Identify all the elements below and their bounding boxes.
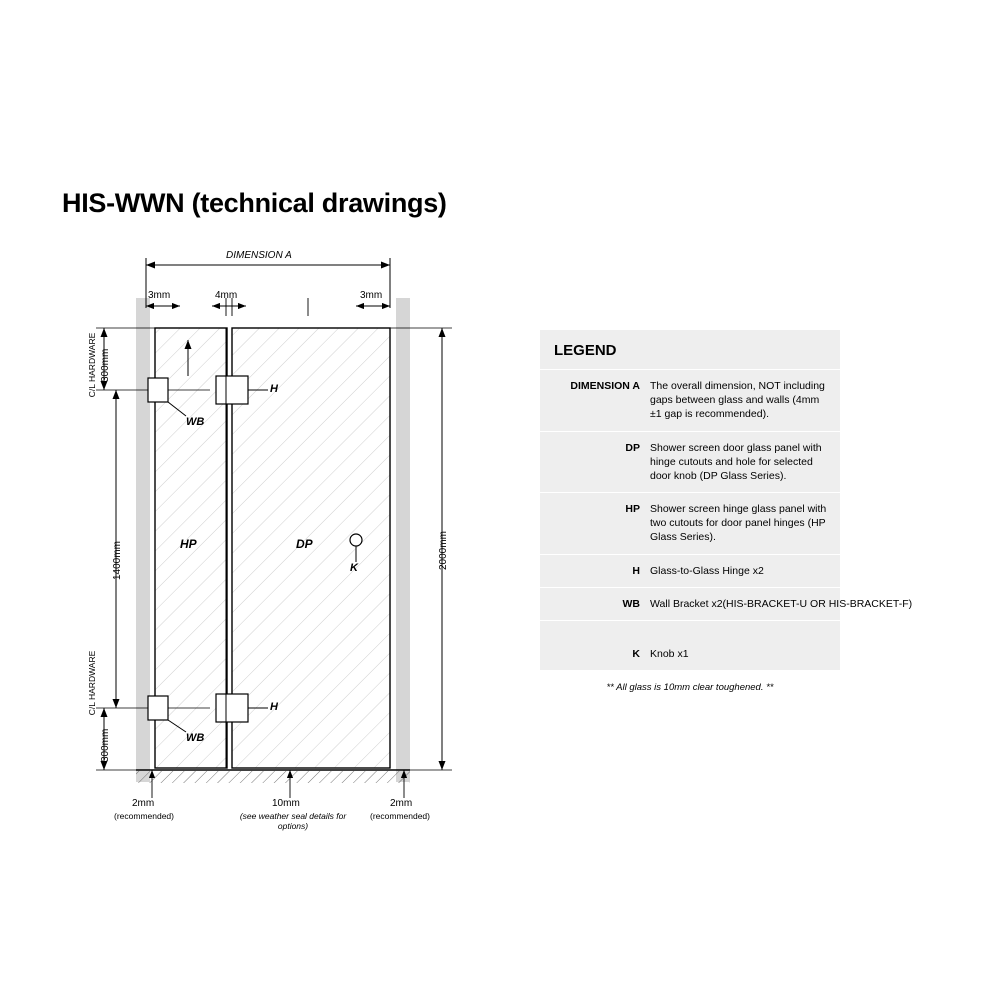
gap-left-label: 3mm — [148, 290, 171, 301]
legend-row — [540, 554, 840, 587]
middle-height-label: 1400mm — [112, 541, 123, 580]
dimension-a-label: DIMENSION A — [226, 250, 292, 261]
bracket-top-label: WB — [186, 416, 205, 428]
legend-row — [540, 620, 840, 670]
legend-description: Wall Bracket x2(HIS-BRACKET-U OR HIS-BRACKET-F) — [650, 597, 913, 610]
legend-key: H — [632, 564, 640, 577]
bottom-left-value: 2mm — [132, 798, 155, 809]
legend-row — [540, 492, 840, 554]
floor-hatch — [136, 771, 410, 783]
legend-footnote: ** All glass is 10mm clear toughened. ** — [540, 670, 840, 707]
legend-description: Knob x1 — [650, 647, 689, 660]
cl-hardware-top-label: C/L HARDWARE — [87, 332, 97, 398]
panel-dp-label: DP — [296, 537, 313, 551]
bracket-bottom-label: WB — [186, 732, 205, 744]
hinge-bottom-label: H — [270, 701, 278, 713]
top-hardware-dim: 300mm — [100, 348, 111, 382]
legend-description: Shower screen hinge glass panel with two cutouts for door panel hinges (HP Glass Series). — [650, 503, 827, 544]
legend-key: DIMENSION A — [570, 380, 640, 392]
legend-description: Shower screen door glass panel with hinge cutouts and hole for selected door knob (DP Glass Series). — [650, 441, 822, 482]
technical-drawing — [60, 250, 480, 840]
bottom-hardware-dim: 300mm — [100, 728, 111, 762]
legend-panel — [540, 330, 913, 707]
bottom-mid-note: (see weather seal details for options) — [239, 811, 347, 831]
page-title: HIS-WWN (technical drawings) — [62, 188, 447, 218]
overall-height-label: 2000mm — [438, 531, 449, 570]
legend-description: Glass-to-Glass Hinge x2 — [650, 564, 764, 577]
bottom-right-note: (recommended) — [370, 811, 430, 821]
hinge-top — [216, 376, 248, 404]
legend-key: K — [632, 647, 640, 660]
panel-hp-label: HP — [180, 537, 197, 551]
bottom-mid-value: 10mm — [272, 798, 300, 809]
legend-key: DP — [625, 441, 640, 454]
bottom-right-value: 2mm — [390, 798, 413, 809]
gap-right-label: 3mm — [360, 290, 383, 301]
legend-row — [540, 369, 840, 431]
legend-title: LEGEND — [554, 342, 617, 359]
legend-key: WB — [622, 597, 640, 610]
knob-hole — [350, 534, 362, 546]
knob-label: K — [350, 562, 358, 574]
legend-description: The overall dimension, NOT including gaps between glass and walls (4mm ±1 gap is recommended). — [650, 380, 825, 421]
gap-mid-label: 4mm — [215, 290, 238, 301]
hinge-top-label: H — [270, 383, 278, 395]
wall-right — [396, 298, 410, 782]
legend-row — [540, 431, 840, 493]
legend-row — [540, 587, 913, 620]
bottom-left-note: (recommended) — [114, 811, 174, 821]
wall-bracket-top — [148, 378, 168, 402]
wall-bracket-bottom — [148, 696, 168, 720]
cl-hardware-bottom-label: C/L HARDWARE — [87, 650, 97, 716]
legend-key: HP — [625, 503, 640, 516]
hinge-bottom — [216, 694, 248, 722]
